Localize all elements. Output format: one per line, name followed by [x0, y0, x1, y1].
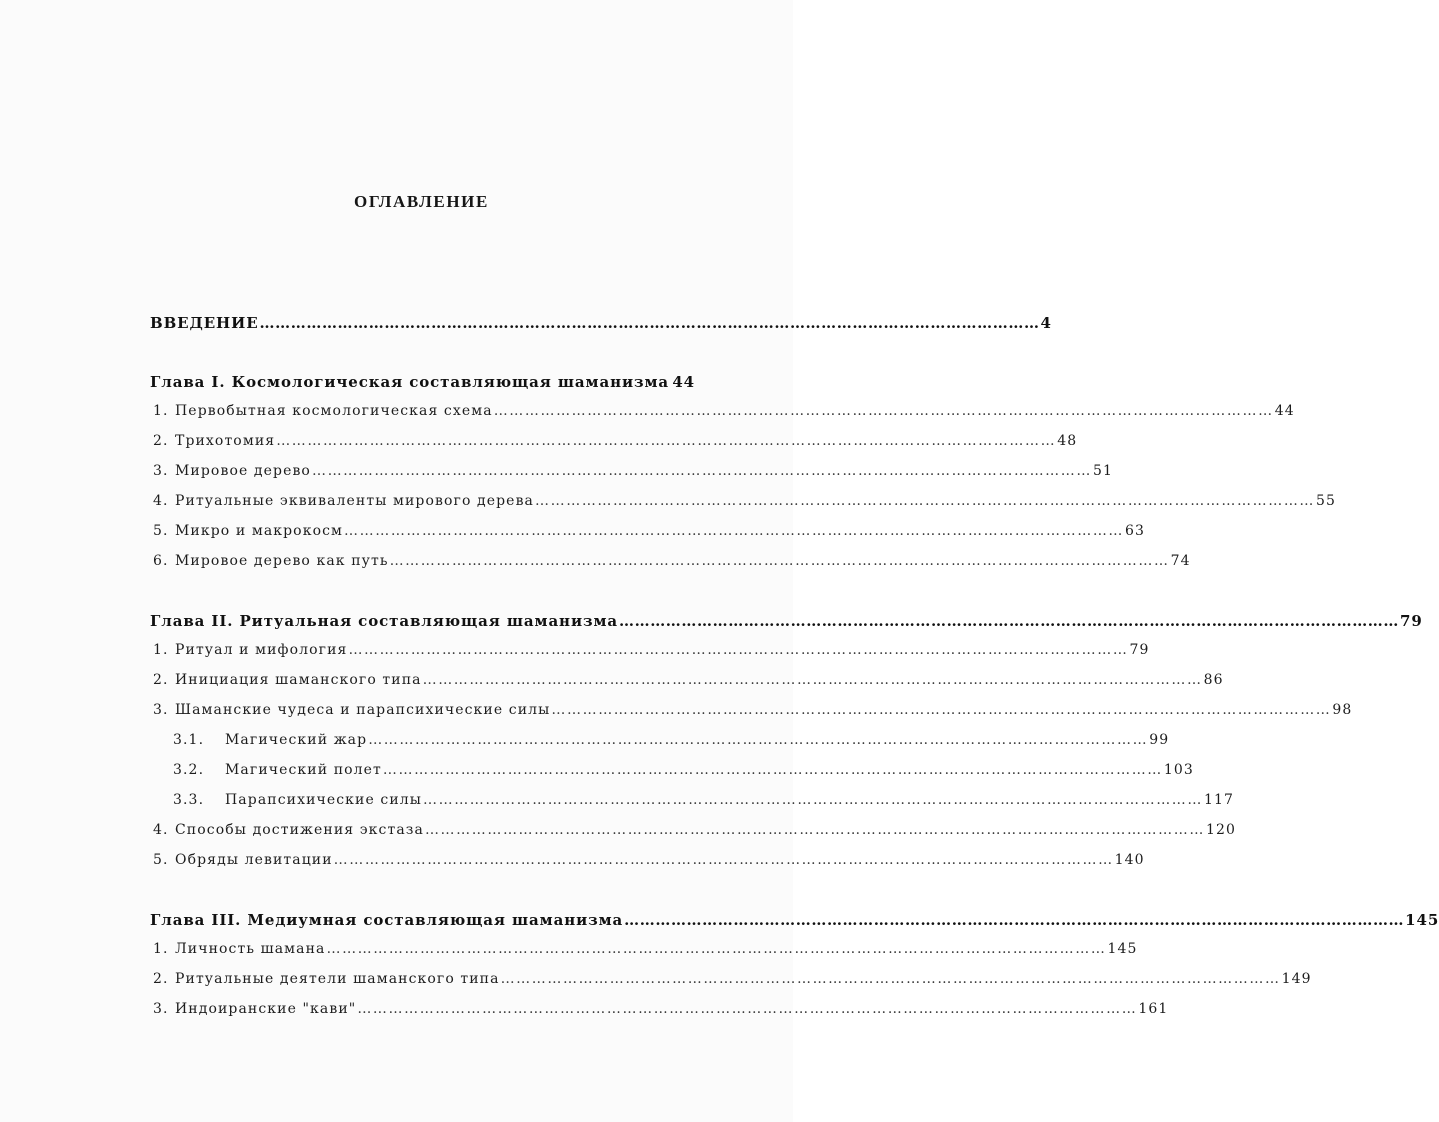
toc-label: Шаманские чудеса и парапсихические силы	[175, 702, 551, 718]
section-number: 4.	[153, 493, 169, 509]
toc-label: Мировое дерево как путь	[175, 553, 389, 569]
toc-page-number: 48	[1057, 433, 1078, 449]
dot-leader: ……………………………………………………………………………………………………………………………………	[382, 762, 1163, 778]
toc-entry-chapter-3	[150, 911, 1439, 941]
toc-entry-section	[150, 493, 1337, 523]
toc-label: Способы достижения экстаза	[175, 822, 424, 838]
toc-entry-section	[150, 822, 1236, 852]
toc-entry-subsection	[150, 792, 1235, 822]
toc-page-number: 98	[1332, 702, 1353, 718]
page-title: ОГЛАВЛЕНИЕ	[354, 192, 489, 211]
dot-leader: ……………………………………………………………………………………………………………………………………	[389, 553, 1170, 569]
toc-label: Индоиранские "кави"	[175, 1001, 357, 1017]
dot-leader: ……………………………………………………………………………………………………………………………………	[311, 463, 1092, 479]
toc-page-number: 74	[1170, 553, 1191, 569]
section-number: 1.	[153, 403, 169, 419]
toc-label: Парапсихические силы	[225, 792, 422, 808]
dot-leader: ……………………………………………………………………………………………………………………………………	[259, 314, 1040, 332]
dot-leader: ……………………………………………………………………………………………………………………………………	[619, 612, 1399, 630]
toc-page-number: 79	[1400, 612, 1423, 630]
dot-leader: ……………………………………………………………………………………………………………………………………	[422, 672, 1203, 688]
toc-page-number: 86	[1203, 672, 1224, 688]
toc-entry-subsection	[150, 732, 1170, 762]
section-number: 4.	[153, 822, 169, 838]
dot-leader: ……………………………………………………………………………………………………………………………………	[344, 523, 1125, 539]
toc-entry-section	[150, 463, 1113, 493]
section-number: 3.	[153, 463, 169, 479]
dot-leader: ……………………………………………………………………………………………………………………………………	[357, 1001, 1138, 1017]
section-number: 1.	[153, 642, 169, 658]
toc-page-number: 103	[1163, 762, 1194, 778]
toc-label: Ритуальные деятели шаманского типа	[175, 971, 500, 987]
dot-leader: ……………………………………………………………………………………………………………………………………	[424, 822, 1205, 838]
toc-page-number: 117	[1204, 792, 1235, 808]
toc-label: Мировое дерево	[175, 463, 311, 479]
dot-leader: ……………………………………………………………………………………………………………………………………	[276, 433, 1057, 449]
toc-page-number: 51	[1092, 463, 1113, 479]
section-number: 3.	[153, 1001, 169, 1017]
toc-entry-section	[150, 941, 1138, 971]
toc-page-number: 140	[1114, 852, 1145, 868]
dot-leader: ……………………………………………………………………………………………………………………………………	[368, 732, 1149, 748]
toc-page-number: 55	[1316, 493, 1337, 509]
toc-page-number: 44	[1274, 403, 1295, 419]
toc-page-number: 145	[1405, 911, 1439, 929]
toc-label: Трихотомия	[175, 433, 276, 449]
toc-label: Инициация шаманского типа	[175, 672, 422, 688]
toc-label: Магический полет	[225, 762, 382, 778]
dot-leader: ……………………………………………………………………………………………………………………………………	[624, 911, 1405, 929]
section-number: 2.	[153, 971, 169, 987]
toc-label: Микро и макрокосм	[175, 523, 344, 539]
dot-leader: ……………………………………………………………………………………………………………………………………	[493, 403, 1274, 419]
toc-entry-chapter-1	[150, 373, 695, 403]
toc-entry-section	[150, 553, 1191, 583]
toc-entry-section	[150, 642, 1150, 672]
toc-label: Первобытная космологическая схема	[175, 403, 493, 419]
toc-label: Магический жар	[225, 732, 368, 748]
toc-entry-section	[150, 971, 1312, 1001]
toc-label: Личность шамана	[175, 941, 326, 957]
toc-page-number: 161	[1138, 1001, 1169, 1017]
toc-label: Глава II. Ритуальная составляющая шаманизма	[150, 612, 618, 630]
toc-page-number: 44	[672, 373, 695, 391]
section-number: 2.	[153, 672, 169, 688]
dot-leader: ……………………………………………………………………………………………………………………………………	[535, 493, 1316, 509]
toc-label: Ритуал и мифология	[175, 642, 348, 658]
dot-leader: ……………………………………………………………………………………………………………………………………	[326, 941, 1107, 957]
toc-page-number: 79	[1129, 642, 1150, 658]
section-number: 5.	[153, 523, 169, 539]
table-of-contents	[150, 314, 1439, 1031]
toc-entry-section	[150, 403, 1295, 433]
toc-label: Глава I. Космологическая составляющая шаманизма	[150, 373, 670, 391]
section-number: 2.	[153, 433, 169, 449]
dot-leader: ……………………………………………………………………………………………………………………………………	[333, 852, 1114, 868]
dot-leader: ……………………………………………………………………………………………………………………………………	[348, 642, 1129, 658]
section-number: 1.	[153, 941, 169, 957]
toc-entry-intro	[150, 314, 1052, 344]
toc-label: ВВЕДЕНИЕ	[150, 314, 259, 332]
section-number: 5.	[153, 852, 169, 868]
dot-leader: ……………………………………………………………………………………………………………………………………	[500, 971, 1281, 987]
toc-label: Обряды левитации	[175, 852, 333, 868]
section-number: 3.	[153, 702, 169, 718]
toc-label: Глава III. Медиумная составляющая шаманизма	[150, 911, 624, 929]
toc-entry-section	[150, 852, 1145, 882]
toc-entry-chapter-2	[150, 612, 1423, 642]
dot-leader: ……………………………………………………………………………………………………………………………………	[551, 702, 1332, 718]
toc-page-number: 4	[1040, 314, 1052, 332]
toc-page-number: 99	[1149, 732, 1170, 748]
section-number: 3.2.	[173, 762, 205, 778]
toc-entry-section	[150, 1001, 1169, 1031]
toc-entry-section	[150, 702, 1353, 732]
toc-entry-section	[150, 523, 1146, 553]
dot-leader: ……………………………………………………………………………………………………………………………………	[423, 792, 1203, 808]
toc-page-number: 145	[1107, 941, 1138, 957]
toc-entry-subsection	[150, 762, 1194, 792]
section-number: 3.1.	[173, 732, 205, 748]
dot-leader	[670, 373, 671, 391]
toc-label: Ритуальные эквиваленты мирового дерева	[175, 493, 535, 509]
toc-page-number: 120	[1205, 822, 1236, 838]
section-number: 6.	[153, 553, 169, 569]
section-number: 3.3.	[173, 792, 205, 808]
toc-entry-section	[150, 672, 1224, 702]
toc-entry-section	[150, 433, 1078, 463]
toc-page-number: 149	[1281, 971, 1312, 987]
toc-page-number: 63	[1125, 523, 1146, 539]
